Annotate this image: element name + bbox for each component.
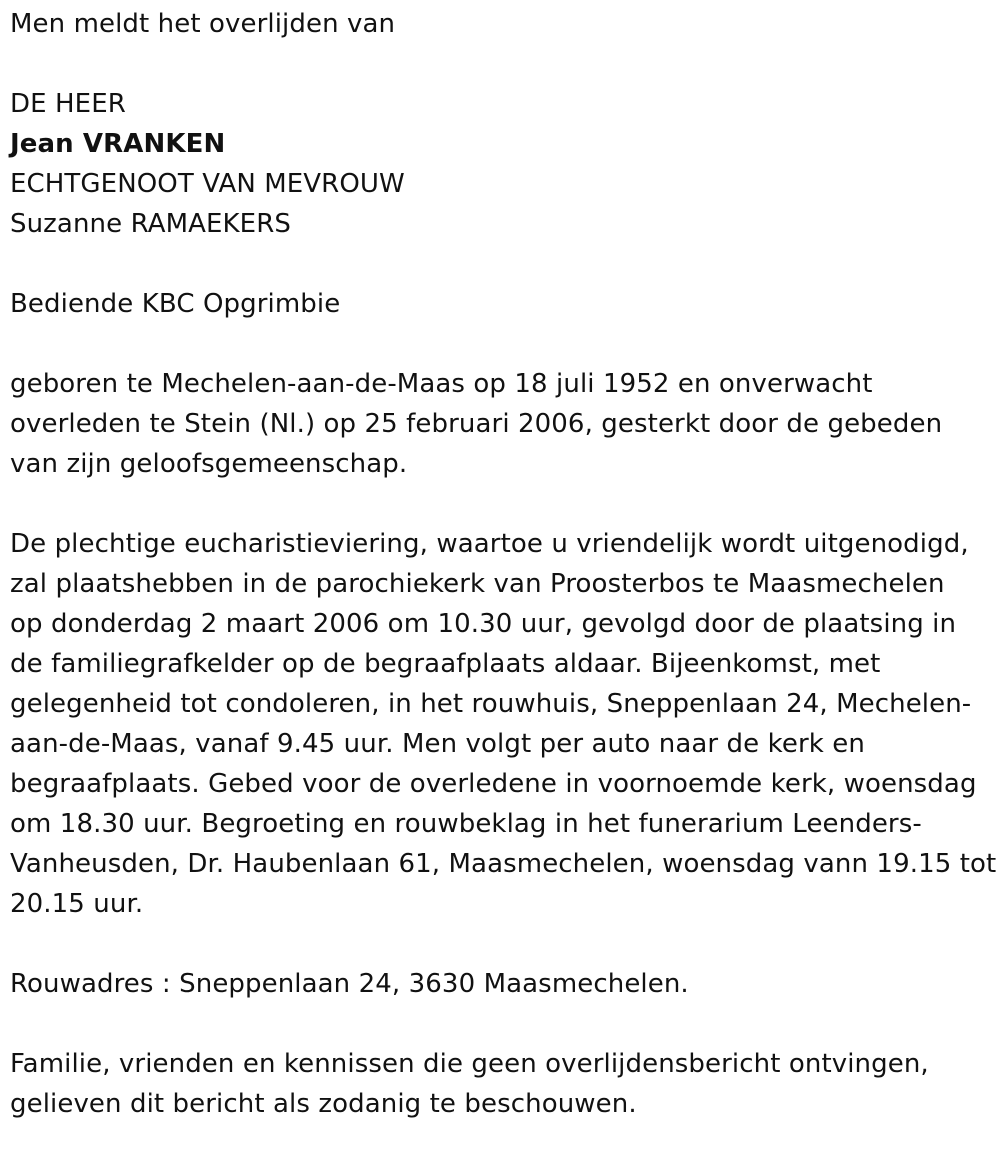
mourning-address: Rouwadres : Sneppenlaan 24, 3630 Maasmechelen. xyxy=(10,969,689,999)
paragraph-line: 20.15 uur. xyxy=(10,889,144,919)
spacer xyxy=(10,924,1000,964)
paragraph-line: van zijn geloofsgemeenschap. xyxy=(10,449,408,479)
paragraph-line: gelegenheid tot condoleren, in het rouwhuis, Sneppenlaan 24, Mechelen- xyxy=(10,689,972,719)
birth-death-paragraph xyxy=(10,364,1000,484)
paragraph-line: Vanheusden, Dr. Haubenlaan 61, Maasmechelen, woensdag vann 19.15 tot xyxy=(10,849,997,879)
intro-text: Men meldt het overlijden van xyxy=(10,9,396,39)
paragraph-line: zal plaatshebben in de parochiekerk van Proosterbos te Maasmechelen xyxy=(10,569,945,599)
deceased-name: Jean VRANKEN xyxy=(10,129,226,159)
paragraph-line: Familie, vrienden en kennissen die geen overlijdensbericht ontvingen, xyxy=(10,1049,929,1079)
spacer xyxy=(10,324,1000,364)
paragraph-line: De plechtige eucharistieviering, waartoe u vriendelijk wordt uitgenodigd, xyxy=(10,529,969,559)
spacer xyxy=(10,484,1000,524)
spouse-name: Suzanne RAMAEKERS xyxy=(10,209,291,239)
paragraph-line: aan-de-Maas, vanaf 9.45 uur. Men volgt per auto naar de kerk en xyxy=(10,729,865,759)
paragraph-line: de familiegrafkelder op de begraafplaats aldaar. Bijeenkomst, met xyxy=(10,649,881,679)
spacer xyxy=(10,1004,1000,1044)
spacer xyxy=(10,244,1000,284)
paragraph-line: om 18.30 uur. Begroeting en rouwbeklag in het funerarium Leenders- xyxy=(10,809,922,839)
ceremony-paragraph xyxy=(10,524,1000,924)
title-prefix: DE HEER xyxy=(10,89,126,119)
paragraph-line: geboren te Mechelen-aan-de-Maas op 18 juli 1952 en onverwacht xyxy=(10,369,873,399)
paragraph-line: op donderdag 2 maart 2006 om 10.30 uur, gevolgd door de plaatsing in xyxy=(10,609,957,639)
paragraph-line: begraafplaats. Gebed voor de overledene in voornoemde kerk, woensdag xyxy=(10,769,977,799)
spouse-label: ECHTGENOOT VAN MEVROUW xyxy=(10,169,405,199)
paragraph-line: overleden te Stein (Nl.) op 25 februari 2006, gesterkt door de gebeden xyxy=(10,409,943,439)
occupation: Bediende KBC Opgrimbie xyxy=(10,289,341,319)
closing-paragraph xyxy=(10,1044,1000,1124)
paragraph-line: gelieven dit bericht als zodanig te beschouwen. xyxy=(10,1089,637,1119)
spacer xyxy=(10,44,1000,84)
